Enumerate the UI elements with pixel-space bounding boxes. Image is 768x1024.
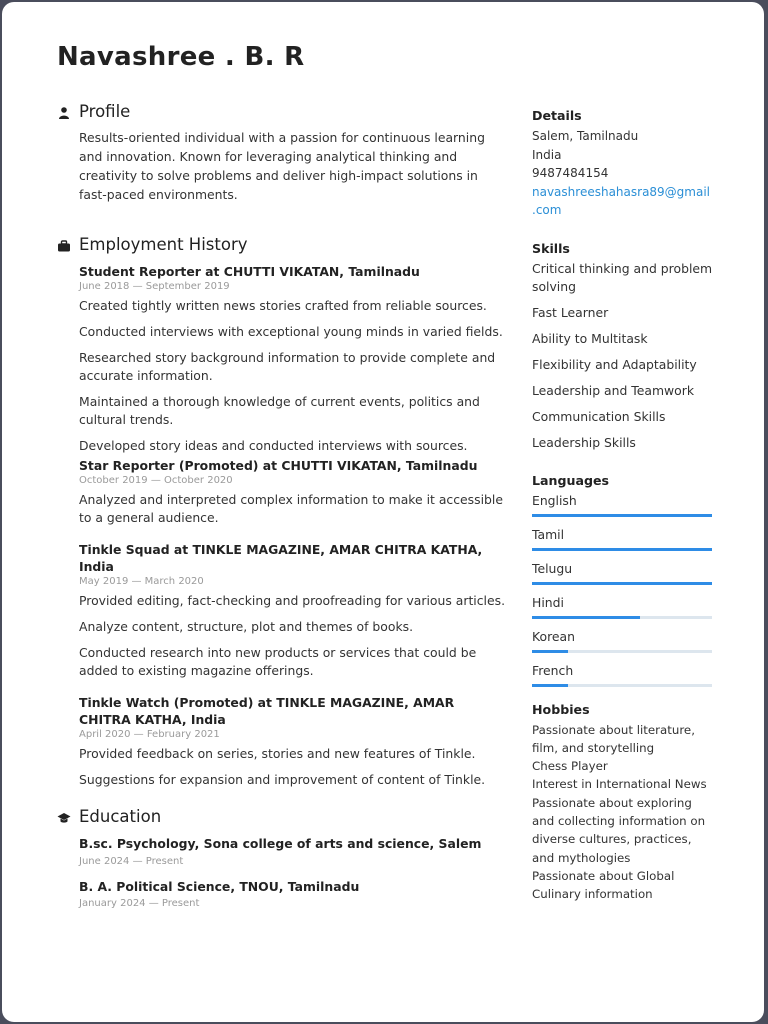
job-dates: May 2019 — March 2020 [79, 576, 204, 587]
email-link[interactable] [532, 183, 722, 220]
job-entry [79, 541, 507, 680]
language-level-bar [532, 548, 712, 551]
skill-item: Flexibility and Adaptability [532, 356, 697, 372]
job-title: Tinkle Squad at TINKLE MAGAZINE, AMAR CHITRA KATHA, India [79, 542, 483, 574]
hobbies-title: Hobbies [532, 701, 590, 717]
details-phone: 9487484154 [532, 166, 609, 180]
details-city: Salem, Tamilnadu [532, 129, 639, 143]
job-entry [79, 457, 507, 527]
language-item [532, 526, 722, 551]
language-level-fill [532, 650, 568, 653]
hobby-item: Interest in International News [532, 777, 707, 792]
candidate-name: Navashree . B. R [57, 42, 305, 72]
skill-item: Fast Learner [532, 304, 609, 320]
job-bullet: Maintained a thorough knowledge of current events, politics and cultural trends. [79, 394, 480, 427]
languages-title: Languages [532, 472, 610, 488]
job-dates: June 2018 — September 2019 [79, 281, 230, 292]
hobby-item: Passionate about exploring and collecting information on diverse cultures, practices, and mythologies [532, 795, 706, 865]
email-line: navashreeshahasra89@gmail [532, 184, 711, 199]
language-name: Korean [532, 628, 575, 644]
education-degree: B.sc. Psychology, Sona college of arts and science, Salem [79, 836, 482, 851]
job-bullet: Analyzed and interpreted complex information to make it accessible to a general audience. [79, 492, 503, 525]
education-list [79, 835, 507, 911]
email-line: .com [532, 203, 562, 217]
skill-item: Leadership Skills [532, 434, 636, 450]
job-title: Student Reporter at CHUTTI VIKATAN, Tamilnadu [79, 264, 420, 279]
skill-item: Critical thinking and problem solving [532, 260, 713, 294]
job-bullet: Provided feedback on series, stories and new features of Tinkle. [79, 746, 476, 761]
job-entry [79, 263, 507, 455]
language-item [532, 492, 722, 517]
job-bullet: Conducted research into new products or services that could be added to existing magazine offerings. [79, 645, 477, 678]
language-level-fill [532, 582, 712, 585]
language-name: Tamil [532, 526, 565, 542]
job-bullet: Provided editing, fact-checking and proofreading for various articles. [79, 593, 506, 608]
language-name: Hindi [532, 594, 564, 610]
hobbies-list [532, 721, 712, 904]
profile-summary: Results-oriented individual with a passion for continuous learning and innovation. Known for leveraging analytical thinking and creativity to solve problems and deliver high-impact solutions in fast-paced environments. [79, 130, 485, 202]
language-item [532, 628, 722, 653]
language-level-fill [532, 616, 640, 619]
education-heading [57, 807, 507, 829]
education-dates: January 2024 — Present [79, 898, 200, 909]
hobby-item: Passionate about literature, film, and storytelling [532, 722, 695, 755]
language-level-bar [532, 582, 712, 585]
hobby-item: Passionate about Global Culinary information [532, 868, 675, 902]
details-title: Details [532, 108, 582, 123]
languages-list [532, 492, 722, 687]
briefcase-icon [57, 239, 71, 253]
education-title: Education [79, 807, 162, 826]
education-degree: B. A. Political Science, TNOU, Tamilnadu [79, 879, 360, 894]
language-level-fill [532, 684, 568, 687]
employment-list [79, 263, 507, 789]
hobby-item: Chess Player [532, 759, 608, 774]
skill-item: Ability to Multitask [532, 330, 648, 346]
job-bullet: Suggestions for expansion and improvement of content of Tinkle. [79, 772, 486, 787]
employment-heading [57, 235, 507, 257]
education-dates: June 2024 — Present [79, 856, 184, 867]
job-bullet: Researched story background information to provide complete and accurate information. [79, 350, 496, 383]
job-bullet: Conducted interviews with exceptional young minds in varied fields. [79, 324, 503, 339]
language-item [532, 594, 722, 619]
job-bullet: Developed story ideas and conducted interviews with sources. [79, 438, 468, 453]
language-level-bar [532, 650, 712, 653]
job-dates: April 2020 — February 2021 [79, 729, 220, 740]
job-title: Tinkle Watch (Promoted) at TINKLE MAGAZINE, AMAR CHITRA KATHA, India [79, 695, 455, 727]
graduation-cap-icon [57, 811, 71, 825]
job-bullet: Created tightly written news stories crafted from reliable sources. [79, 298, 487, 313]
skills-list [532, 260, 717, 452]
person-icon [57, 106, 71, 120]
profile-title: Profile [79, 102, 131, 121]
job-title: Star Reporter (Promoted) at CHUTTI VIKATAN, Tamilnadu [79, 458, 478, 473]
profile-heading [57, 102, 507, 124]
details-country: India [532, 147, 562, 162]
language-item [532, 662, 722, 687]
main-column [57, 102, 507, 914]
resume-page [2, 2, 764, 1022]
skill-item: Leadership and Teamwork [532, 382, 695, 398]
language-level-bar [532, 616, 712, 619]
language-name: French [532, 662, 574, 678]
job-dates: October 2019 — October 2020 [79, 475, 233, 486]
language-level-fill [532, 514, 712, 517]
skill-item: Communication Skills [532, 408, 666, 424]
language-level-fill [532, 548, 712, 551]
language-name: English [532, 492, 577, 508]
language-level-bar [532, 514, 712, 517]
language-item [532, 560, 722, 585]
language-name: Telugu [532, 560, 573, 576]
job-bullet: Analyze content, structure, plot and themes of books. [79, 619, 414, 634]
skills-title: Skills [532, 240, 570, 256]
sidebar [532, 107, 722, 903]
employment-title: Employment History [79, 235, 248, 254]
job-entry [79, 694, 507, 789]
language-level-bar [532, 684, 712, 687]
